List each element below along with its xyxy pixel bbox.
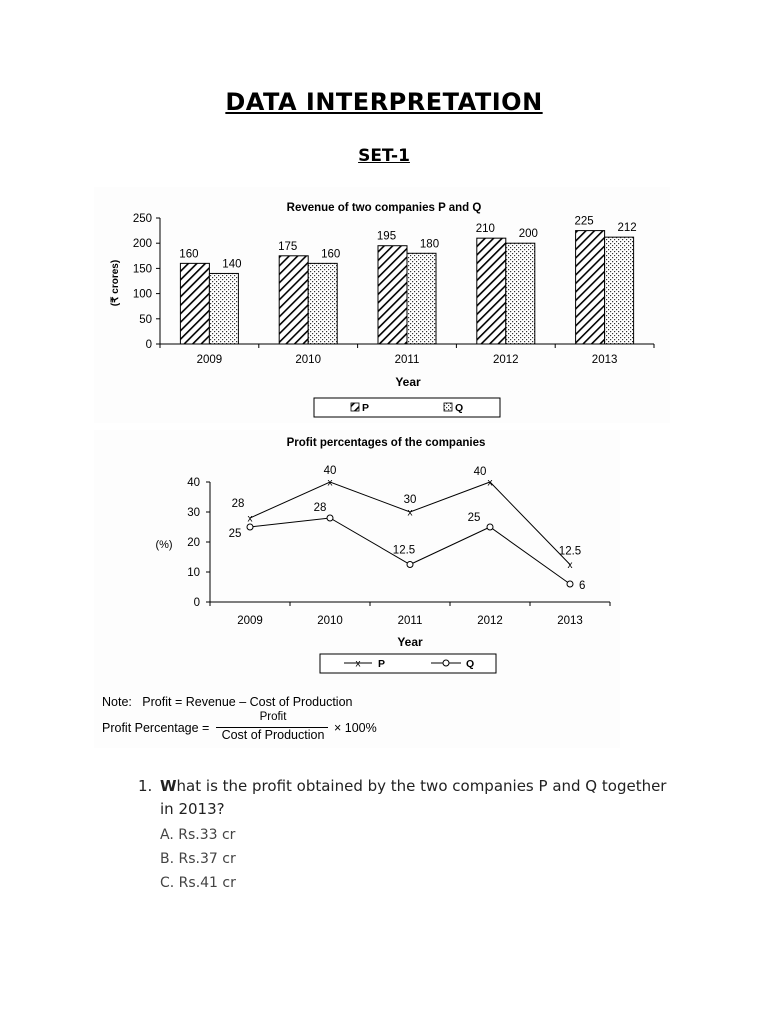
data-label: 30 bbox=[403, 494, 417, 506]
legend-label-q: Q bbox=[455, 402, 464, 414]
x-tick-label: 2010 bbox=[295, 354, 321, 366]
formula-numerator: Profit bbox=[259, 711, 287, 723]
data-label: 40 bbox=[323, 465, 337, 477]
legend bbox=[314, 398, 500, 417]
bar-p-2011 bbox=[378, 246, 407, 344]
y-tick-label: 50 bbox=[139, 313, 152, 326]
data-label: 12.5 bbox=[392, 544, 416, 557]
legend-marker-p: x bbox=[355, 658, 361, 670]
legend-label-p: P bbox=[362, 402, 370, 414]
question-body: hat is the profit obtained by the two companies P and Q together in 2013? bbox=[160, 777, 667, 818]
set-heading: SET-1 bbox=[358, 146, 410, 166]
bar-p-2010 bbox=[279, 256, 308, 344]
bar-p-2009 bbox=[180, 263, 209, 344]
y-tick-label: 250 bbox=[132, 213, 152, 225]
data-label: 200 bbox=[518, 228, 538, 241]
bar-q-2010 bbox=[308, 263, 337, 344]
data-label: 160 bbox=[321, 248, 341, 261]
answer-options bbox=[160, 823, 236, 895]
bar-q-2011 bbox=[407, 253, 436, 344]
chart-title: Profit percentages of the companies bbox=[286, 437, 486, 449]
revenue-chart-panel bbox=[94, 187, 670, 423]
data-label: 28 bbox=[231, 498, 245, 510]
y-axis-label: (%) bbox=[155, 539, 173, 551]
bar-q-2013 bbox=[605, 237, 634, 344]
x-tick-label: 2009 bbox=[237, 615, 263, 627]
y-tick-label: 150 bbox=[132, 263, 152, 276]
data-label: 40 bbox=[473, 466, 487, 478]
data-label: 180 bbox=[419, 238, 440, 251]
y-tick-label: 30 bbox=[187, 507, 200, 519]
data-label: 175 bbox=[278, 240, 298, 253]
y-tick-label: 200 bbox=[132, 238, 152, 251]
data-label: 25 bbox=[467, 512, 481, 524]
revenue-bar-chart bbox=[94, 187, 670, 423]
legend-swatch-p bbox=[351, 403, 359, 411]
bar-p-2013 bbox=[576, 231, 605, 344]
data-label: 212 bbox=[617, 222, 637, 235]
note-line: Note: Profit = Revenue – Cost of Production bbox=[102, 695, 353, 709]
y-tick-label: 20 bbox=[187, 537, 200, 549]
bar-q-2012 bbox=[506, 243, 535, 344]
x-tick-label: 2011 bbox=[394, 354, 420, 366]
x-tick-label: 2010 bbox=[317, 615, 343, 627]
y-tick-label: 100 bbox=[132, 288, 152, 301]
x-tick-label: 2009 bbox=[196, 354, 223, 366]
data-label: 225 bbox=[574, 215, 594, 228]
question-lead-letter: W bbox=[160, 777, 177, 795]
legend bbox=[320, 654, 496, 673]
bar-q-2009 bbox=[209, 273, 238, 344]
formula-multiplier: × 100% bbox=[334, 721, 377, 735]
y-tick-label: 40 bbox=[187, 477, 200, 489]
chart-title: Revenue of two companies P and Q bbox=[286, 202, 482, 214]
data-label: 160 bbox=[179, 248, 199, 261]
bar-p-2012 bbox=[477, 238, 506, 344]
y-tick-label: 0 bbox=[193, 597, 200, 609]
legend-label-p: P bbox=[378, 658, 386, 670]
point-p-2010: x bbox=[327, 477, 333, 489]
point-p-2012: x bbox=[487, 477, 493, 489]
x-tick-label: 2012 bbox=[477, 615, 503, 627]
option-c[interactable]: C. Rs.41 cr bbox=[160, 875, 236, 891]
data-label: 12.5 bbox=[558, 545, 582, 558]
y-tick-label: 0 bbox=[145, 339, 152, 351]
point-p-2013: x bbox=[567, 560, 573, 571]
profit-chart-panel bbox=[94, 430, 620, 748]
x-axis-label: Year bbox=[397, 635, 423, 649]
point-p-2009: x bbox=[247, 513, 253, 525]
question-text bbox=[160, 775, 680, 821]
x-tick-label: 2011 bbox=[397, 615, 423, 627]
point-q-2010 bbox=[327, 515, 333, 521]
point-q-2009 bbox=[247, 524, 253, 530]
data-label: 195 bbox=[376, 230, 397, 243]
x-tick-label: 2012 bbox=[493, 354, 519, 366]
question-number: 1. bbox=[138, 777, 153, 795]
formula-label: Profit Percentage = bbox=[102, 721, 210, 735]
y-tick-label: 10 bbox=[187, 567, 200, 579]
data-label: 25 bbox=[228, 528, 242, 540]
legend-marker-q bbox=[443, 660, 449, 666]
option-a[interactable]: A. Rs.33 cr bbox=[160, 827, 236, 843]
y-axis-label: (₹ crores) bbox=[110, 259, 121, 307]
data-label: 210 bbox=[475, 223, 495, 236]
point-q-2011 bbox=[407, 562, 413, 568]
x-axis-label: Year bbox=[395, 375, 421, 389]
page-title: DATA INTERPRETATION bbox=[225, 88, 543, 116]
point-q-2013 bbox=[567, 581, 573, 587]
data-label: 140 bbox=[222, 258, 242, 271]
data-label: 28 bbox=[313, 502, 327, 514]
formula-denominator: Cost of Production bbox=[221, 728, 325, 742]
legend-label-q: Q bbox=[466, 658, 475, 670]
option-b[interactable]: B. Rs.37 cr bbox=[160, 851, 236, 867]
profit-line-chart bbox=[94, 430, 620, 680]
data-label: 6 bbox=[579, 580, 586, 592]
point-q-2012 bbox=[487, 524, 493, 530]
x-tick-label: 2013 bbox=[591, 354, 618, 366]
point-p-2011: x bbox=[407, 507, 413, 519]
x-tick-label: 2013 bbox=[557, 615, 583, 627]
legend-swatch-q bbox=[444, 403, 452, 411]
